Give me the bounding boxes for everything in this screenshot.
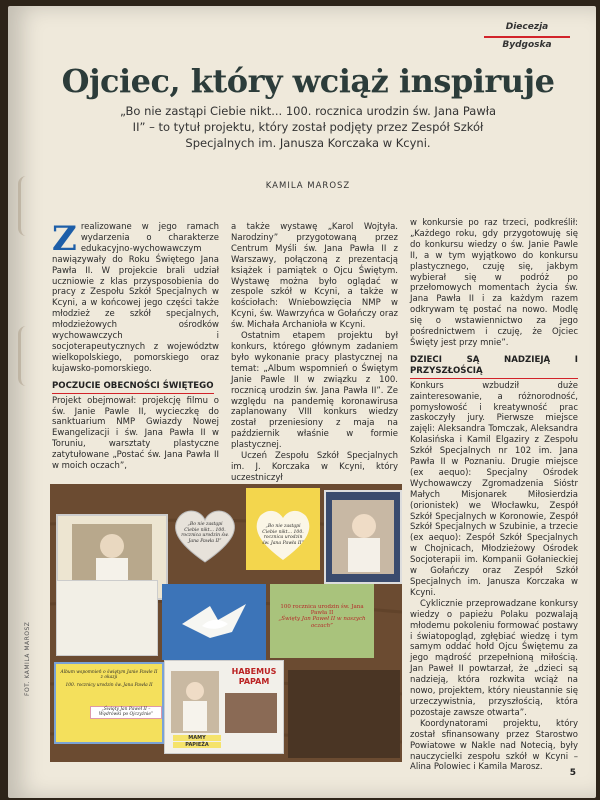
text-column-2 [231, 222, 398, 484]
paragraph: Projekt obejmował: projekcję filmu o św. Janie Pawle II, wycieczkę do sanktuarium NMP Gwiazdy Nowej Ewangelizacji i św. Jana Pawła II w Toruniu, warsztaty plastyczne zatytułowane „Postać św. Jana Pawła II w moich oczach”, [52, 395, 219, 472]
habemus-label: HABEMUS [231, 667, 277, 676]
page-number: 5 [569, 768, 576, 778]
papam-label: PAPAM [238, 677, 270, 686]
album-white [56, 580, 158, 656]
album-green [270, 584, 374, 658]
paragraph: Cyklicznie przeprowadzane konkursy wiedzy o papieżu Polaku pozwalają młodemu pokoleniu formować postawy i światopogląd, zgłębiać wiedzę i tym samym oddać hołd Ojcu Świętemu za jego mądrość przepełnioną miłością. Jan Paweł II powtarzał, że „dzieci są nadzieją, która rozkwita wciąż na nowo, projektem, który nieustannie się urzeczywistnia, przyszłością, która pozostaje zawsze otwarta”. [410, 598, 578, 718]
album-heart [168, 506, 242, 564]
magazine-page [8, 6, 596, 798]
card-text: „Święty Jan Paweł II – Wędrówki po Ojczyźnie” [90, 706, 162, 719]
album-dove [162, 584, 266, 660]
card-title: 100 rocznica urodzin św. Jana Pawła II [280, 604, 364, 616]
paragraph: Konkurs wzbudził duże zainteresowanie, a różnorodność, pomysłowość i kreatywność prac zaskoczyły jury. Pierwsze miejsce zajęli: Aleksandra Tomczak, Aleksandra Kolasińska i Kamil Elgaziry z Zespołu Szkół Specjalnych nr 102 im. Jana Pawła II w Poznaniu. Drugie miejsce (ex aequo): Specjalny Ośrodek Wychowawczy Zgromadzenia Sióstr Małych Misjonarek Miłosierdzia (orionistek) we Włocławku, Zespół Szkół Specjalnych w Koronowie, Zespół Szkół Specjalnych w Szubinie, a trzecie (ex aequo): Zespół Szkół Specjalnych w Chojnicach, Młodzieżowy Ośrodek Socjoterapii im. Kompanii Gołanieckiej w Gołańczy oraz Zespół Szkół Specjalnych im. Janusza Korczaka w Kcyni. [410, 380, 578, 598]
paragraph: w konkursie po raz trzeci, podkreślił: „Każdego roku, gdy przygotowuję się do konkursu wiedzy o św. Janie Pawle II, a w tym wyjątkowo do konkursu plastycznego, czuję się, jakbym wybierał się w podróż po przełomowych momentach życia św. Jana Pawła II i za każdym razem odkrywam tę postać na nowo. Modlę się o wstawiennictwo za jego pośrednictwem i czuję, że Ojciec Święty jest przy mnie”. [410, 218, 578, 348]
article-lead: „Bo nie zastąpi Ciebie nikt... 100. rocznica urodzin św. Jana Pawła II” – to tytuł projektu, który został podjęty przez Zespół Szkół Specjalnych im. Janusza Korczaka w Kcyni. [119, 104, 497, 150]
card-text: „Bo nie zastąpi Ciebie nikt... 100. rocznica urodzin św. Jana Pawła II” [262, 524, 304, 546]
paragraph [52, 219, 219, 375]
album-dark [288, 670, 400, 758]
paragraph-text: realizowane w jego ramach wydarzenia o charakterze edukacyjno-wychowawczym nawiązywały do Roku Świętego Jana Pawła II. W projekcie brali udział uczniowie z klas przysposobienia do pracy z Zespołu Szkół Specjalnych w Kcyni, a w końcowej jego części także młodzież ze szkół specjalnych, młodzieżowych ośrodków wychowawczych i socjoterapeutycznych z województw wielkopolskiego, pomorskiego oraz kujawsko-pomorskiego. [52, 222, 219, 374]
article-photo [50, 484, 402, 762]
paragraph: a także wystawę „Karol Wojtyła. Narodziny” przygotowaną przez Centrum Myśli św. Jana Pawła II z Warszawy, połączoną z prezentacją książek i pamiątek o Ojcu Świętym. Wystawę można było oglądać w zespole szkół w Kcyni, a także w kościołach: Wniebowzięcia NMP w Kcyni, św. Wawrzyńca w Gołańczy oraz św. Michała Archanioła w Kcyni. [231, 222, 398, 331]
section-tag: Diecezja Bydgoska [484, 18, 570, 38]
paragraph: Ostatnim etapem projektu był konkurs, którego głównym zadaniem było wykonanie pracy plastycznej na temat: „Album wspomnień o Świętym Janie Pawle II w związku z 100. rocznicą urodzin św. Jana Pawła II”. Ze względu na pandemię koronawirusa zaplanowany VIII konkurs wiedzy został przeniesiony z maja na październik właśnie w formie plastycznej. [231, 331, 398, 451]
paragraph: Koordynatorami projektu, który został sfinansowany przez Starostwo Powiatowe w Nakle nad Notecią, były nauczycielki zespołu szkół w Kcyni – Alina Polowiec i Kamila Marosz. [410, 718, 578, 773]
card-text: „Bo nie zastąpi Ciebie nikt... 100. rocznica urodzin św. Jana Pawła II” [181, 522, 229, 544]
article-author: KAMILA MAROSZ [265, 181, 351, 191]
papieza-label: PAPIEŻA [173, 742, 221, 748]
binding-ring [18, 176, 35, 236]
text-column-1 [52, 219, 219, 472]
album-yellow-bottom [54, 662, 164, 744]
subheading: POCZUCIE OBECNOŚCI ŚWIĘTEGO [52, 381, 214, 394]
pope-photo-icon [326, 492, 400, 582]
drop-cap: Z [52, 219, 77, 259]
mamy-label: MAMY [173, 735, 221, 741]
album-yellow [246, 488, 320, 570]
photo-credit: FOT. KAMILA MAROSZ [24, 621, 31, 696]
card-text: „Święty Jan Paweł II w naszych oczach” [278, 616, 366, 629]
binding-ring [18, 326, 35, 386]
album-blue-pope [324, 490, 402, 584]
text-column-3 [410, 218, 578, 773]
article-title: Ojciec, który wciąż inspiruje [61, 62, 555, 100]
card-text: Album wspomnień o świętym Janie Pawle II z okazji [60, 670, 158, 681]
dove-icon [162, 584, 266, 660]
album-habemus-papam [164, 660, 284, 754]
card-text: 100. rocznicy urodzin św. Jana Pawła II [65, 683, 153, 688]
subheading: DZIECI SĄ NADZIEJĄ I PRZYSZŁOŚCIĄ [410, 355, 578, 379]
paragraph: Uczeń Zespołu Szkół Specjalnych im. J. Korczaka w Kcyni, który uczestniczył [231, 451, 398, 483]
